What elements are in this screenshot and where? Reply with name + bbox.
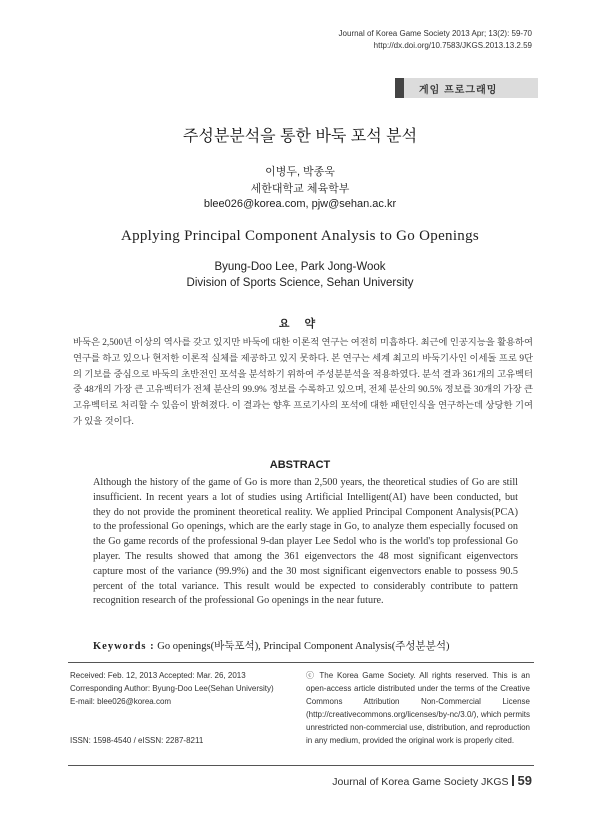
abstract-korean: 바둑은 2,500년 이상의 역사를 갖고 있지만 바둑에 대한 이론적 연구는 여전히 미흡하다. 최근에 인공지능을 활용하여 연구를 하고 있으나 현저한 이론적 실체를 제공하고 있지 못하다. 본 연구는 세계 최고의 바둑기사인 이세돌 프로 9단의 기보를 중심으로 바둑의 초반전인 포석을 분석하기 위하여 주성분분석을 적용하였다. 분석 결과 361개의 고유벡터 중 48개의 가장 큰 고유벡터가 전체 분산의 99.9% 정보를 수록하고 있으며, 전체 분산의 90.5% 정보를 30개의 가장 큰 고유벡터로 처리할 수 있음이 밝혀졌다. 이 결과는 향후 프로기사의 포석에 대한 패턴인식을 연구하는데 상당한 기여가 있을 것이다. bbox=[73, 338, 533, 427]
section-tag-label: 게임 프로그래밍 bbox=[419, 85, 498, 96]
authors-korean: 이병두, 박종욱 bbox=[265, 166, 335, 178]
section-tag-marker bbox=[395, 78, 404, 98]
article-info bbox=[70, 669, 300, 747]
abstract-english-heading: ABSTRACT bbox=[269, 459, 331, 471]
footer-separator bbox=[512, 775, 514, 786]
page-number: 59 bbox=[517, 773, 532, 788]
title-english: Applying Principal Component Analysis to Go Openings bbox=[120, 228, 480, 244]
journal-citation: Journal of Korea Game Society 2013 Apr; 13(2): 59-70 bbox=[338, 29, 532, 38]
issn: ISSN: 1598-4540 / eISSN: 2287-8211 bbox=[70, 736, 204, 745]
affiliation-english: Division of Sports Science, Sehan University bbox=[186, 277, 414, 289]
journal-reference bbox=[339, 28, 532, 52]
page-footer bbox=[332, 773, 532, 788]
corresponding-author: Corresponding Author: Byung-Doo Lee(Sehan University) bbox=[70, 684, 274, 693]
received-accepted: Received: Feb. 12, 2013 Accepted: Mar. 26, 2013 bbox=[70, 671, 246, 680]
author-emails: blee026@korea.com, pjw@sehan.ac.kr bbox=[203, 198, 397, 210]
footer-journal: Journal of Korea Game Society JKGS bbox=[332, 776, 509, 788]
keywords-text: Go openings(바둑포석), Principal Component Analysis(주성분분석) bbox=[157, 641, 450, 652]
authors-english: Byung-Doo Lee, Park Jong-Wook bbox=[214, 261, 386, 273]
divider-top bbox=[68, 662, 534, 663]
section-tag bbox=[395, 78, 538, 98]
license-notice: ⓒ The Korea Game Society. All rights reserved. This is an open-access article distributed under the terms of the Creative Commons Attribution Non-Commercial License (http://creativecommons.org/licenses/by-nc/3.0/), which permits unrestricted non-commercial use, distribution, and reproduction in any medium, provided the original work is properly cited. bbox=[306, 671, 530, 745]
title-korean: 주성분분석을 통한 바둑 포석 분석 bbox=[182, 128, 418, 145]
corresponding-email: E-mail: blee026@korea.com bbox=[70, 697, 172, 706]
abstract-korean-heading: 요 약 bbox=[278, 318, 322, 330]
keywords bbox=[93, 638, 449, 653]
keywords-label: Keywords : bbox=[93, 641, 155, 652]
doi-link[interactable]: http://dx.doi.org/10.7583/JKGS.2013.13.2.59 bbox=[373, 41, 532, 50]
abstract-english: Although the history of the game of Go is more than 2,500 years, the theoretical studies of Go are still insufficient. In recent years a lot of studies using Artificial Intelligent(AI) have been conducted, but they do not provide the prominent theoretical reality. We applied Principal Component Analysis(PCA) to the professional Go openings, which are the early stage in Go, to analyze them especially focused on the Go game records of the professional 9-dan player Lee Sedol who is the world's top professional Go player. The results showed that among the 361 eigenvectors the 48 most significant eigenvectors capture most of the variance (99.9%) and the 30 most significant eigenvectors enable to possess 90.5 percent of the total variance. This result would be expected to considerably contribute to pattern recognition research of the professional Go openings in the near future. bbox=[93, 477, 518, 607]
affiliation-korean: 세한대학교 체육학부 bbox=[250, 183, 350, 195]
divider-bottom bbox=[68, 765, 534, 766]
